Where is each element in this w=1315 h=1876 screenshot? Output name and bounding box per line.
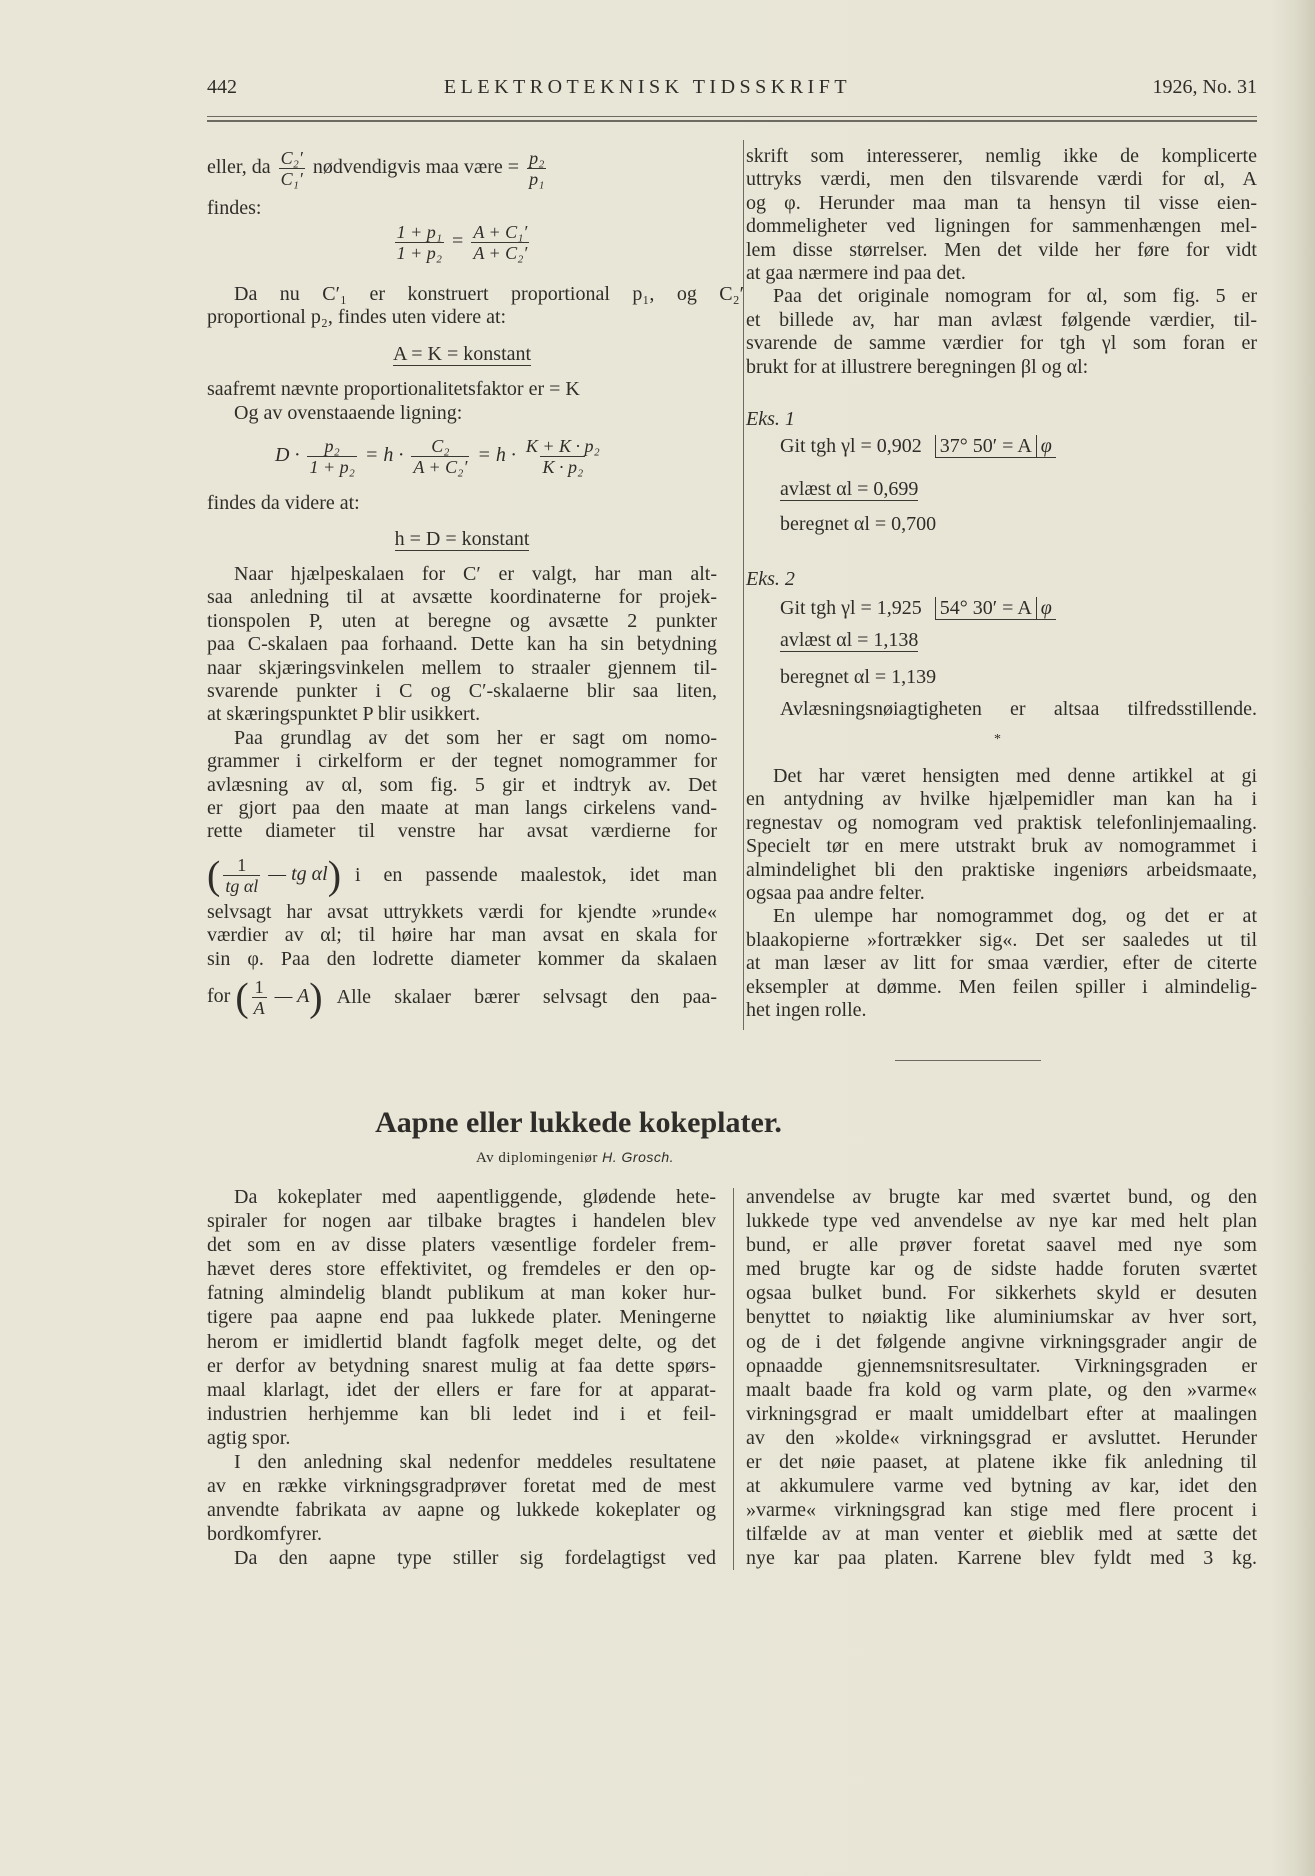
journal-title: ELEKTROTEKNISK TIDSSKRIFT <box>443 76 852 98</box>
text: — A <box>274 985 310 1008</box>
text-line: maal klarlagt, idet der ellers er fare for at apparat- <box>207 1378 716 1401</box>
equation-3-line <box>207 852 717 898</box>
text-line: saafremt nævnte proportionalitetsfaktor er = K <box>207 378 580 400</box>
fraction-denominator: A <box>253 997 265 1018</box>
findes-line: findes: <box>207 197 262 219</box>
text-line: Specielt tør en mere utstrakt bruk av nomogrammet i <box>746 835 1257 858</box>
text: D · <box>275 444 300 466</box>
example-1-given <box>780 432 1056 460</box>
section-separator <box>895 1060 1041 1061</box>
text-line: virkningsgrad er maalt umiddelbart efter at maalingen <box>746 1402 1257 1425</box>
text: = h · <box>477 444 516 466</box>
example-2-calculated: beregnet αl = 1,139 <box>780 666 937 688</box>
fraction-denominator: 1 + p₂ <box>396 242 443 263</box>
text-line: lem disse størrelser. Men det vilde her føre for vidt <box>746 238 1257 261</box>
text-line: og de i det følgende angivne virkningsgrader angir de <box>746 1330 1257 1353</box>
equation-a-k <box>207 339 717 369</box>
text-line: svarende punkter i C og C′-skalaerne blir saa liten, <box>207 679 717 702</box>
text-line: Da den aapne type stiller sig fordelagtigst ved <box>234 1547 716 1570</box>
byline <box>0 1147 1315 1168</box>
text-line: Paa det originale nomogram for αl, som fig. 5 er <box>773 285 1257 308</box>
text-line: selvsagt har avsat uttrykkets værdi for kjendte »runde« <box>207 901 717 923</box>
text-line: bund, er alle prøver foretat saavel med nye som <box>746 1234 1257 1257</box>
text-line: hævet deres store effektivitet, og fremdeles er den op- <box>207 1258 716 1281</box>
fraction-denominator: tg αl <box>225 875 259 896</box>
text-line: »varme« virkningsgrad kan stige med flere procent i <box>746 1499 1257 1522</box>
text-line: blaakopierne »fortrækker sig«. Det ser saaledes ut til <box>746 928 1257 951</box>
example-1-read <box>780 475 918 503</box>
header-rule-double <box>207 120 1257 122</box>
underlined-value: avlæst αl = 0,699 <box>780 478 919 500</box>
eller-line <box>207 148 717 189</box>
paragraph <box>207 1185 716 1571</box>
text-line: dommeligheter ved ligningen for sammenhængen mel- <box>746 215 1257 238</box>
text-line: og φ. Herunder maa man ta hensyn til visse eien- <box>746 191 1257 214</box>
text: eller, da <box>207 156 271 179</box>
underlined-value: avlæst αl = 1,138 <box>780 629 919 651</box>
example-1-calculated: beregnet αl = 0,700 <box>780 513 937 535</box>
section-asterisk: * <box>994 732 1001 747</box>
text-line: spiraler for nogen aar tilbake bragtes i handelen blev <box>207 1210 716 1233</box>
text-line: med brugte kar og de sidste hadde foruten sværtet <box>746 1258 1257 1281</box>
text-line: fatning almindelig blandt publikum at man koker hur- <box>207 1282 716 1305</box>
fraction-denominator: K · p₂ <box>542 456 584 477</box>
paren: ) <box>327 852 342 898</box>
example-2-given <box>780 594 1056 622</box>
text-line: bordkomfyrer. <box>207 1523 322 1546</box>
text-line: et billede av, har man avlæst følgende værdier, til- <box>746 308 1257 331</box>
underlined-result: h = D = konstant <box>394 528 530 550</box>
paragraph <box>207 901 717 971</box>
phi-box: φ <box>1036 597 1056 620</box>
paren: ) <box>309 974 323 1020</box>
text-line: er derfor av betydning snarest mulig at faa dette spørs- <box>207 1354 716 1377</box>
author-name: H. Grosch. <box>602 1149 675 1165</box>
text-line: saa anledning til at avsætte koordinaterne for projek- <box>207 586 717 609</box>
text: Git tgh γl = 1,925 <box>780 597 922 619</box>
text-line: sin φ. Paa den lodrette diameter kommer da skalaen <box>207 947 717 970</box>
fraction-denominator: A + C₂′ <box>413 456 468 477</box>
text-line: almindelighet bli den praktiske ingeniørs arbeidsmaate, <box>746 858 1257 881</box>
text-line: proportional p₂, findes uten videre at: <box>207 306 507 328</box>
text-line: en antydning av hvilke hjælpemidler man kan ha i <box>746 788 1257 811</box>
fraction-numerator: 1 <box>237 854 247 875</box>
header-rule <box>207 116 1257 117</box>
angle-box: 37° 50′ = A <box>935 435 1036 458</box>
text-line: av den »kolde« virkningsgrad er avsluttet. Herunder <box>746 1426 1257 1449</box>
text-line: tigere paa aapne end paa lukkede plater. Meningerne <box>207 1306 716 1329</box>
text-line: at skæringspunktet P blir usikkert. <box>207 703 481 726</box>
text-line: Da nu C′₁ er konstruert proportional p₁, og C₂′ <box>234 283 744 305</box>
fraction-denominator: 1 + p₂ <box>309 456 355 477</box>
text-line: avlæsning av αl, som fig. 5 gir et indtryk av. Det <box>207 773 717 796</box>
fraction-numerator: C₂ <box>431 435 450 456</box>
text-line: Paa grundlag av det som her er sagt om nomo- <box>234 726 717 749</box>
page-number: 442 <box>207 76 237 98</box>
example-1-label: Eks. 1 <box>746 408 795 430</box>
text-line: industrien herhjemme kan bli ledet ind i et feil- <box>207 1402 716 1425</box>
text-line: svarende de samme værdier for tgh γl som foran er <box>746 332 1257 355</box>
text-line: rette diameter til venstre har avsat værdierne for <box>207 820 717 843</box>
text-line: uttryks værdi, men den tilsvarende værdi for αl, A <box>746 168 1257 191</box>
text-line: værdier av αl; til høire har man avsat en skala for <box>207 924 717 947</box>
text-line: brukt for at illustrere beregningen βl og αl: <box>746 355 1089 378</box>
text-line: I den anledning skal nedenfor meddeles resultatene <box>234 1451 716 1474</box>
text-line: Det har været hensigten med denne artikkel at gi <box>773 765 1257 787</box>
text-line: opnaadde gjennemsnitsresultater. Virkningsgraden er <box>746 1354 1257 1377</box>
text-line: at gaa nærmere ind paa det. <box>746 261 966 284</box>
article-title <box>158 1103 1315 1143</box>
text-line: at akkumulere varme ved bytning av kar, idet den <box>746 1475 1257 1498</box>
text-line: benyttet to nøiaktig like aluminiumskar av hver sort, <box>746 1306 1257 1329</box>
byline-prefix: Av diplomingeniør <box>475 1150 598 1166</box>
text-line: er det nøie paaset, at platene ikke fik anledning til <box>746 1451 1257 1474</box>
column-divider <box>743 140 744 1030</box>
conclusion: Avlæsningsnøiagtigheten er altsaa tilfredsstillende. <box>780 698 1257 720</box>
text-line: agtig spor. <box>207 1426 291 1449</box>
paragraph <box>746 1185 1257 1571</box>
text-line: grammer i cirkelform er der tegnet nomogrammer for <box>207 750 717 773</box>
text: nødvendigvis maa være = <box>312 156 520 179</box>
text-line: av en række virkningsgradprøver foretat med de mest <box>207 1475 716 1498</box>
text-line: tilfælde av at man venter et øieblik med at sætte det <box>746 1523 1257 1546</box>
underlined-result: A = K = konstant <box>392 343 532 365</box>
text-line: naar skjæringsvinkelen mellem to straaler gjennem til- <box>207 656 717 679</box>
paragraph <box>207 563 717 844</box>
issue-number: 1926, No. 31 <box>1152 76 1257 98</box>
text-line: det som en av disse platers væsentlige fordeler frem- <box>207 1234 716 1257</box>
paren: ( <box>207 852 221 898</box>
paren: ( <box>235 974 249 1020</box>
fraction-numerator: 1 <box>254 976 264 997</box>
equation-h-d <box>207 524 717 554</box>
example-2-read <box>780 626 918 654</box>
text-line: Og av ovenstaaende ligning: <box>234 402 463 424</box>
text-line: Da kokeplater med aapentliggende, glødende hete- <box>234 1186 716 1208</box>
text-line: anvendelse av brugte kar med sværtet bund, og den <box>746 1186 1257 1208</box>
fraction-numerator: A + C₁′ <box>473 221 528 242</box>
text-line: En ulempe har nomogrammet dog, og det er at <box>773 905 1257 928</box>
text-line: het ingen rolle. <box>746 998 867 1021</box>
text-line: anvendte fabrikata av aapne og lukkede kokeplater og <box>207 1499 716 1522</box>
text-line: Naar hjælpeskalaen for C′ er valgt, har man alt- <box>234 563 717 585</box>
paragraph <box>746 145 1257 379</box>
text-line: findes da videre at: <box>207 492 360 514</box>
article-title-text: Aapne eller lukkede kokeplater. <box>375 1106 782 1139</box>
fraction-numerator: C₂′ <box>280 148 303 168</box>
text-line: ogsaa paa andre felter. <box>746 881 925 904</box>
text-line: at man læser av litt for smaa værdier, efter de citerte <box>746 952 1257 975</box>
text-line: paa C-skalaen paa forhaand. Dette kan ha sin betydning <box>207 633 717 656</box>
text-line: eksempler at dømme. Men feilen spiller i almindelig- <box>746 975 1257 998</box>
column-divider <box>733 1188 734 1570</box>
fraction-numerator: 1 + p₁ <box>396 221 443 242</box>
fraction-denominator: A + C₂′ <box>473 242 528 263</box>
fraction-numerator: p₂ <box>324 435 340 456</box>
text-line: herom er imidlertid blandt fagfolk meget delte, og det <box>207 1330 716 1353</box>
text: i en passende maalestok, idet man <box>355 864 717 886</box>
phi-box: φ <box>1036 435 1056 458</box>
text-line: regnestav og nomogram ved praktisk telefonlinjemaaling. <box>746 811 1257 834</box>
text-line: lukkede type ved anvendelse av nye kar med helt plan <box>746 1210 1257 1233</box>
text-line: maalt baade fra kold og varm plate, og den »varme« <box>746 1378 1257 1401</box>
fraction-denominator: C₁′ <box>280 169 303 189</box>
text-line: er gjort paa den maate at man langs cirkelens vand- <box>207 796 717 819</box>
text: Alle skalaer bærer selvsagt den paa- <box>336 986 717 1008</box>
text: for <box>207 985 231 1008</box>
text: Git tgh γl = 0,902 <box>780 435 922 457</box>
text: — tg αl <box>268 863 328 886</box>
equals: = <box>452 230 464 252</box>
text: = h · <box>364 444 404 466</box>
text-line: tionspolen P, uten at beregne og avsætte 2 punkter <box>207 609 717 632</box>
angle-box: 54° 30′ = A <box>935 597 1036 620</box>
equation-1 <box>207 221 717 261</box>
fraction-numerator: K + K · p₂ <box>525 435 600 456</box>
text-line: ogsaa bulket bund. For sikkerhets skyld er desuten <box>746 1282 1257 1305</box>
equation-4-line <box>207 974 717 1020</box>
paragraph <box>746 765 1257 1022</box>
fraction-denominator: p₁ <box>529 169 545 189</box>
example-2-label: Eks. 2 <box>746 568 795 590</box>
text-line: nye kar paa platen. Karrene blev fyldt med 3 kg. <box>746 1547 1257 1570</box>
fraction-numerator: p₂ <box>529 148 545 168</box>
equation-2 <box>207 435 785 475</box>
text-line: skrift som interesserer, nemlig ikke de komplicerte <box>746 145 1257 167</box>
